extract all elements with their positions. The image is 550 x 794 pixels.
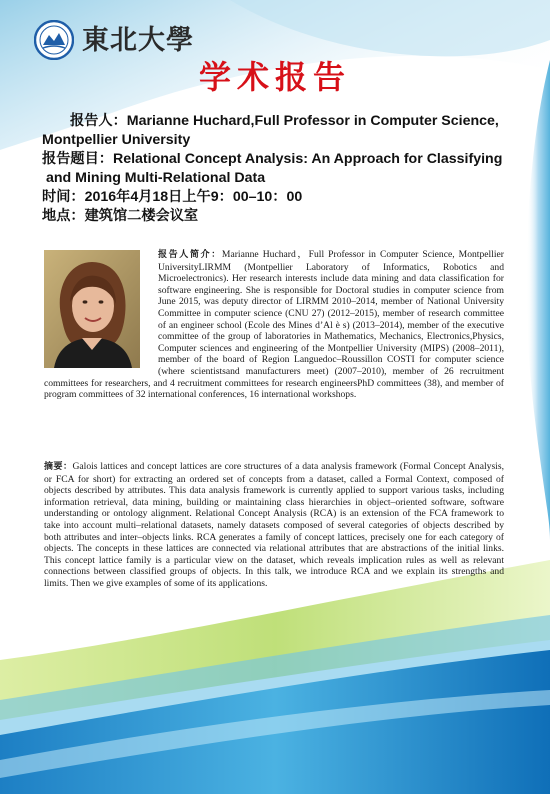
speaker-affiliation: Montpellier University (42, 132, 191, 148)
speaker-bio (44, 249, 504, 401)
bio-text: Marianne Huchard，Full Professor in Computer Science, Montpellier UniversityLIRMM (Montpellier Laboratory of Informatics, Robotics and Microelectronics). Her research interests include data mining and data classification for software engineering. She is responsible for Doctoral studies in computer science from June 2015, was deputy director of LIRMM 2010–2014, member of National University Committee in computer science (CNU 27) (2012–2015), member of research committee of an engineer school (Ecole des Mines d’Al è s) (2013–2014), member of the executive committee of the group of laboratories in Mathematics, Mechanics, Electronics,Physics, Computer sciences and engineering of the Montpellier University (MIPS) (2008–2011), member of the board of Region Languedoc–Roussillon COSTI for computer science (where scientistsand manufacturers meet) (2007–2010), member of 26 recruitment committees for researchers, and 4 recruitment committees for research engineersPhD committees (38), and member of program committees of 32 international conferences, 16 international workshops. (44, 249, 504, 401)
speaker-line-1 (42, 112, 542, 131)
time-value: 2016年4月18日上午9：00–10：00 (84, 189, 303, 205)
abstract (44, 461, 504, 590)
topic-label: 报告题目： (42, 151, 113, 167)
page-title: 学术报告 (198, 58, 351, 96)
topic-line-1 (42, 150, 542, 169)
place-line (42, 207, 542, 226)
talk-info (42, 112, 542, 226)
university-name: 東北大學 (82, 25, 194, 56)
time-line (42, 188, 542, 207)
time-label: 时间： (42, 189, 85, 205)
place-label: 地点： (42, 208, 85, 224)
topic-title-continued: and Mining Multi-Relational Data (46, 170, 266, 186)
speaker-label: 报告人： (70, 113, 127, 129)
abstract-text: Galois lattices and concept lattices are core structures of a data analysis framework (Formal Concept Analysis, or FCA for short) for extracting an ordered set of concepts from a dataset, called a Formal Context, composed of objects described by attributes. This data analysis framework is currently applied to support various tasks, including information retrieval, data mining, building or maintaining class hierarchies in object–oriented software, software understanding or ontology alignment. Relational Concept Analysis (RCA) is an extension of the FCA framework to take into account multi–relational datasets, namely datasets composed of several categories of objects described by both attributes and inter–objects links. RCA generates a family of concept lattices, precisely one for each category of objects. The concepts in these lattices are connected via relational attributes that are abstractions of the initial links. This concept lattice family is a particular view on the dataset, which reveals implication rules as well as relevant connections between classified groups of objects. In this talk, we introduce RCA and we explain its strengths and limits. Then we give examples of some of its applications. (44, 461, 504, 589)
topic-title: Relational Concept Analysis: An Approach for Classifying (112, 151, 503, 167)
photo-spacer (44, 249, 158, 370)
bio-label: 报告人简介： (158, 250, 222, 260)
abstract-label: 摘要： (44, 462, 73, 472)
speaker-name: Marianne Huchard,Full Professor in Computer Science, (126, 113, 499, 129)
place-value: 建筑馆二楼会议室 (84, 208, 199, 224)
